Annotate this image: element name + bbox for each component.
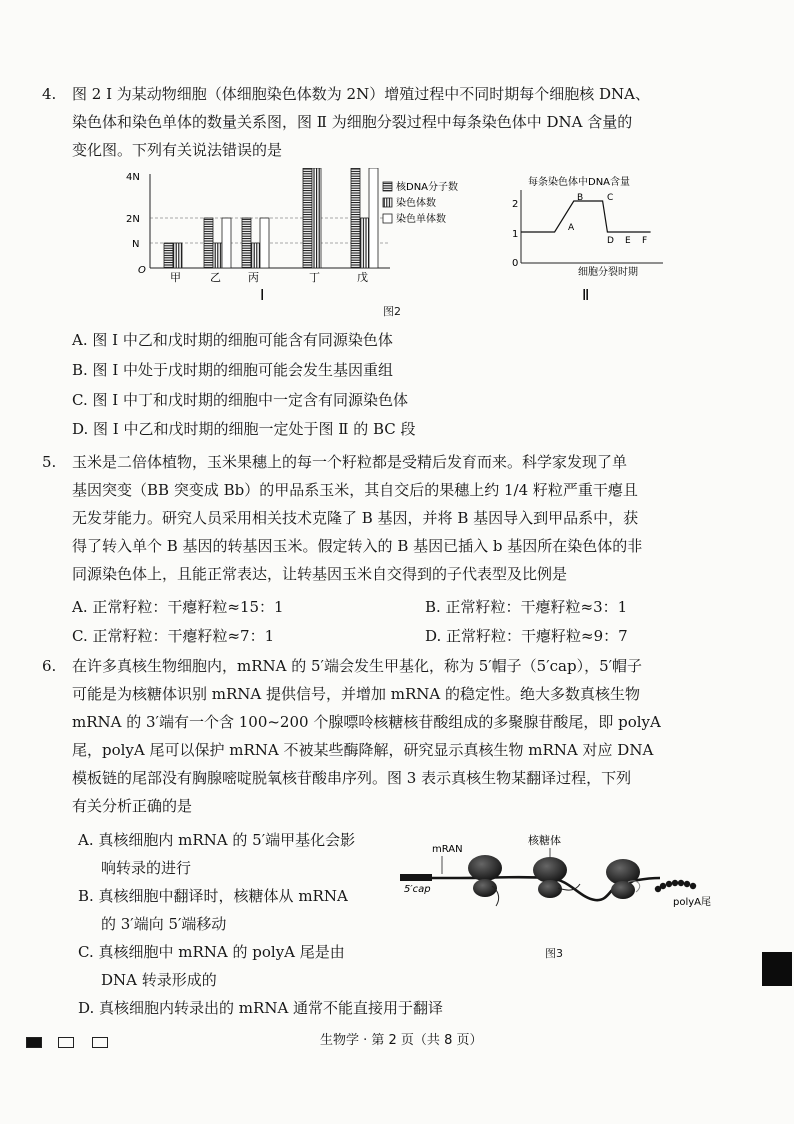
q4-option-c: C. 图 Ⅰ 中丁和戊时期的细胞中一定含有同源染色体 [72,391,408,409]
legend-swatch-chromatid [383,214,392,223]
question-text-line: mRNA 的 3′端有一个含 100~200 个腺嘌呤核糖核苷酸组成的多聚腺苷酸尾，即 polyA [72,713,661,731]
category-label: 戊 [357,271,368,284]
question-6 [42,652,742,820]
bar-chromatid [369,168,378,268]
scan-edge-mark [762,952,792,986]
legend-swatch-dna [383,182,392,191]
polya-tail [655,880,696,892]
option-line: 响转录的进行 [101,859,192,877]
option-line: A. 真核细胞内 mRNA 的 5′端甲基化会影 [78,831,356,849]
legend-label: 染色体数 [396,198,436,209]
figure-2 [118,168,678,308]
point-label: A [568,223,575,233]
point-label: F [642,236,648,246]
question-4 [42,80,742,164]
q4-option-b: B. 图 Ⅰ 中处于戊时期的细胞可能会发生基因重组 [72,361,394,379]
question-number: 5. [42,453,57,471]
q4-option-a: A. 图 Ⅰ 中乙和戊时期的细胞可能含有同源染色体 [72,331,393,349]
figure-3-caption: 图3 [545,947,563,960]
question-text-line: 尾，polyA 尾可以保护 mRNA 不被某些酶降解，研究显示真核生物 mRNA 对应 DNA [72,741,654,759]
dna-content-line [521,201,651,232]
figure-2-panel-II [512,175,663,304]
q4-option-d: D. 图 Ⅰ 中乙和戊时期的细胞一定处于图 Ⅱ 的 BC 段 [72,420,416,438]
bar-dna [204,218,213,268]
category-label: 乙 [210,271,221,284]
y-tick-label: 2 [512,199,519,210]
category-label: 丁 [309,271,320,284]
bar-dna [164,243,173,268]
point-label: C [607,193,614,203]
x-axis-label: 细胞分裂时期 [578,267,638,278]
mrna-label: mRAN [432,844,463,855]
legend-label: 染色单体数 [396,214,446,225]
option-line: D. 真核细胞内转录出的 mRNA 通常不能直接用于翻译 [78,999,444,1017]
question-number: 4. [42,85,57,103]
question-text-line: 得了转入单个 B 基因的转基因玉米。假定转入的 B 基因已插入 b 基因所在染色体的非 [72,537,643,555]
footer-mark-empty [58,1037,74,1048]
point-label: E [625,236,631,246]
question-text-line: 在许多真核生物细胞内，mRNA 的 5′端会发生甲基化，称为 5′帽子（5′cap），5′帽子 [72,657,643,675]
bar-chromatid [222,218,231,268]
question-text-line: 图 2 Ⅰ 为某动物细胞（体细胞染色体数为 2N）增殖过程中不同时期每个细胞核 DNA、 [72,85,650,103]
option-line: C. 真核细胞中 mRNA 的 polyA 尾是由 [78,943,345,961]
legend [383,180,458,225]
panel-label: Ⅱ [582,286,590,304]
legend-swatch-chromosome [383,198,392,207]
q5-option-c: C. 正常籽粒：干瘪籽粒≈7：1 [72,627,275,645]
question-text-line: 基因突变（BB 突变成 Bb）的甲品系玉米，其自交后的果穗上约 1/4 籽粒严重干瘪且 [72,481,638,499]
panel-label: Ⅰ [260,286,265,304]
cap-block [400,874,432,881]
origin-label: O [138,265,146,276]
question-number: 6. [42,657,57,675]
bar-chromosome [213,243,222,268]
question-text-line: 同源染色体上，且能正常表达，让转基因玉米自交得到的子代表型及比例是 [72,565,568,583]
bar-dna [303,168,312,268]
q5-option-d: D. 正常籽粒：干瘪籽粒≈9：7 [425,627,628,645]
q5-option-b: B. 正常籽粒：干瘪籽粒≈3：1 [425,598,628,616]
question-text-line: 模板链的尾部没有胸腺嘧啶脱氧核苷酸串序列。图 3 表示真核生物某翻译过程，下列 [72,769,632,787]
y-tick-label: 1 [512,229,519,240]
question-text-line: 有关分析正确的是 [72,797,193,815]
q5-option-a: A. 正常籽粒：干瘪籽粒≈15：1 [72,598,284,616]
figure-2-caption: 图2 [383,305,401,318]
question-5 [42,448,742,588]
bar-chromosome [173,243,182,268]
option-line: 的 3′端向 5′端移动 [101,915,227,933]
figure-2-panel-I [126,168,458,304]
category-label: 丙 [248,271,259,284]
q6-option-a [78,826,355,882]
question-text-line: 变化图。下列有关说法错误的是 [72,141,283,159]
bar-chromosome [312,168,321,268]
question-text-line: 染色体和染色单体的数量关系图，图 Ⅱ 为细胞分裂过程中每条染色体中 DNA 含量的 [72,113,633,131]
footer-mark-empty [92,1037,108,1048]
figure-3 [400,826,730,926]
bar-chromosome [251,243,260,268]
bar-dna [242,218,251,268]
legend-label: 核DNA分子数 [396,182,459,193]
bar-chromosome [360,218,369,268]
ribosome-label: 核糖体 [528,834,561,847]
y-tick-label: 2N [126,214,140,225]
option-line: DNA 转录形成的 [101,971,217,989]
footer-mark-filled [26,1037,42,1048]
question-text-line: 玉米是二倍体植物，玉米果穗上的每一个籽粒都是受精后发育而来。科学家发现了单 [72,453,628,471]
point-label: B [577,193,584,203]
q6-option-b [78,882,348,938]
bar-chromatid [260,218,269,268]
ribosome [533,857,580,898]
q6-option-c [78,938,345,994]
bar-dna [351,168,360,268]
option-line: B. 真核细胞中翻译时，核糖体从 mRNA [78,887,348,905]
page-footer: 生物学 · 第 2 页（共 8 页） [320,1033,483,1048]
question-text-line: 可能是为核糖体识别 mRNA 提供信号，并增加 mRNA 的稳定性。绝大多数真核生物 [72,685,641,703]
polya-label: polyA尾 [673,897,712,908]
cap-label: 5′cap [404,884,431,895]
ribosome [468,855,502,906]
q6-option-d [78,994,443,1022]
y-tick-label: 4N [126,172,140,183]
y-tick-label: N [132,239,140,250]
question-text-line: 无发芽能力。研究人员采用相关技术克隆了 B 基因，并将 B 基因导入到甲品系中，获 [72,509,639,527]
chart-title: 每条染色体中DNA含量 [528,177,631,188]
category-label: 甲 [170,271,181,284]
y-tick-label: 0 [512,258,519,269]
point-label: D [607,236,614,246]
